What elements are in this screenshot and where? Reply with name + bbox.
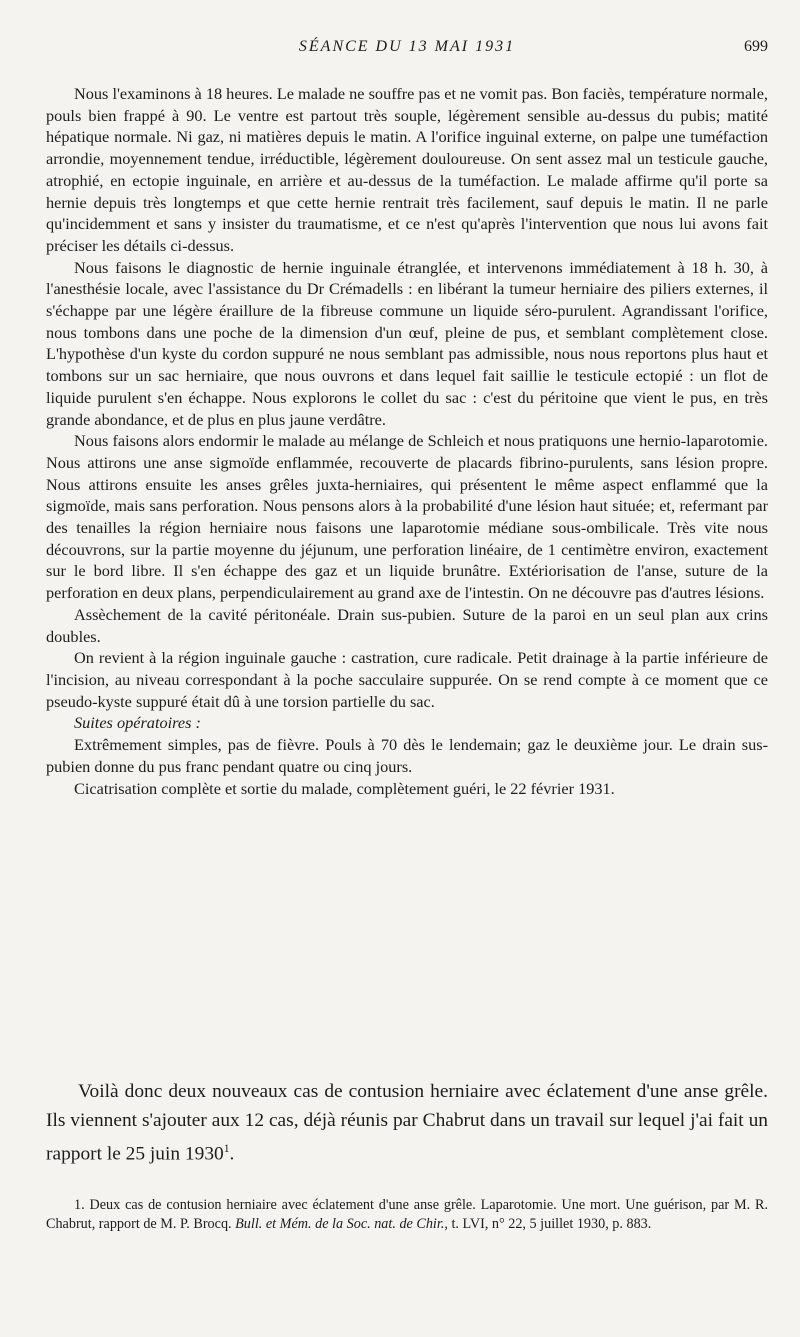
footnote-number: 1. [74, 1197, 85, 1213]
conclusion-end: . [229, 1143, 235, 1165]
footnote-reference[interactable]: 1 [223, 1142, 230, 1155]
paragraph-drainage: Assèchement de la cavité péritonéale. Drain sus-pubien. Suture de la paroi en un seul plan aux crins doubles. [46, 604, 768, 646]
paragraph-diagnosis: Nous faisons le diagnostic de hernie inguinale étranglée, et intervenons immédiatement à 18 h. 30, à l'anesthésie locale, avec l'assistance du Dr Crémadells : en libérant la tumeur herniaire des piliers externes, il s'échappe par une légère éraillure de la fibreuse commune un liquide séro-purulent. Agrandissant l'orifice, nous tombons dans une poche de la dimension d'un œuf, pleine de pus, et semblant complètement close. L'hypothèse d'un kyste du cordon suppuré ne nous semblant pas admissible, nous nous reportons plus haut et tombons sur un sac herniaire, que nous ouvrons et dans lequel fait saillie le testicule ectopié : un flot de liquide purulent s'en échappe. Nous explorons le collet du sac : c'est du péritoine que vient le pus, en très grande abondance, et de plus en plus jaune verdâtre. [46, 257, 768, 429]
footnote [46, 1196, 768, 1233]
footnote-text: Deux cas de contusion herniaire avec éclatement d'une anse grêle. Laparotomie. Une mort. Une guérison, par M. R. Chabrut, rapport de M. P. Brocq. [46, 1197, 769, 1232]
running-title: SÉANCE DU 13 MAI 1931 [298, 38, 516, 55]
paragraph-suites: Extrêmement simples, pas de fièvre. Pouls à 70 dès le lendemain; gaz le deuxième jour. Le drain sus-pubien donne du pus franc pendant quatre ou cinq jours. [46, 735, 768, 776]
paragraph-laparotomy: Nous faisons alors endormir le malade au mélange de Schleich et nous pratiquons une hernio-laparotomie. Nous attirons une anse sigmoïde enflammée, recouverte de placards fibrino-purulents, sans lésion propre. Nous attirons ensuite les anses grêles juxta-herniaires, qui présentent le même aspect enflammé que la sigmoïde, mais sans perforation. Nous pensons alors à la probabilité d'une lésion haut située; et, refermant par des tenailles la région herniaire nous faisons une laparotomie médiane sous-ombilicale. Très vite nous découvrons, sur la partie moyenne du jéjunum, une perforation linéaire, de 1 centimètre environ, exactement sur le bord libre. Il s'en échappe des gaz et un liquide brunâtre. Extériorisation de l'anse, suture de la perforation en deux plans, perpendiculairement au grand axe de l'intestin. On ne découvre pas d'autres lésions. [46, 431, 768, 603]
paragraph-examination: Nous l'examinons à 18 heures. Le malade ne souffre pas et ne vomit pas. Bon faciès, température normale, pouls bien frappé à 90. Le ventre est partout très souple, légèrement sensible au-dessus du pubis; matité hépatique normale. Ni gaz, ni matières depuis le matin. A l'orifice inguinal externe, on palpe une tuméfaction arrondie, moyennement tendue, irréductible, légèrement douloureuse. On sent assez mal un testicule gauche, atrophié, en ectopie inguinale, en arrière et au-dessus de la tuméfaction. Le malade affirme qu'il porte sa hernie depuis très longtemps et que cette hernie rentrait très facilement, sauf depuis le matin. Il ne parle qu'incidemment et sans y insister du traumatisme, et ce n'est qu'après l'intervention que nous lui avons fait préciser les détails ci-dessus. [46, 84, 768, 255]
suites-heading: Suites opératoires : [74, 713, 201, 733]
page-number: 699 [744, 38, 768, 55]
footnote-journal: Bull. et Mém. de la Soc. nat. de Chir. [235, 1215, 445, 1232]
paragraph-outcome: Cicatrisation complète et sortie du malade, complètement guéri, le 22 février 1931. [74, 778, 615, 798]
paragraph-inguinal-region: On revient à la région inguinale gauche : castration, cure radicale. Petit drainage à la partie inférieure de l'incision, au niveau correspondant à la poche sacculaire suppurée. On se rend compte à ce moment que ce pseudo-kyste suppuré était dû à une torsion partielle du sac. [46, 648, 768, 711]
footnote-details: , t. LVI, n° 22, 5 juillet 1930, p. 883. [444, 1215, 652, 1232]
conclusion-text: Voilà donc deux nouveaux cas de contusion herniaire avec éclatement d'une anse grêle. Ils viennent s'ajouter aux 12 cas, déjà réunis par Chabrut dans un travail sur lequel j'ai fait un rapport le 25 juin 1930 [46, 1081, 768, 1165]
page-header [46, 38, 768, 60]
case-report-body [46, 83, 768, 799]
conclusion-paragraph [46, 1078, 768, 1169]
